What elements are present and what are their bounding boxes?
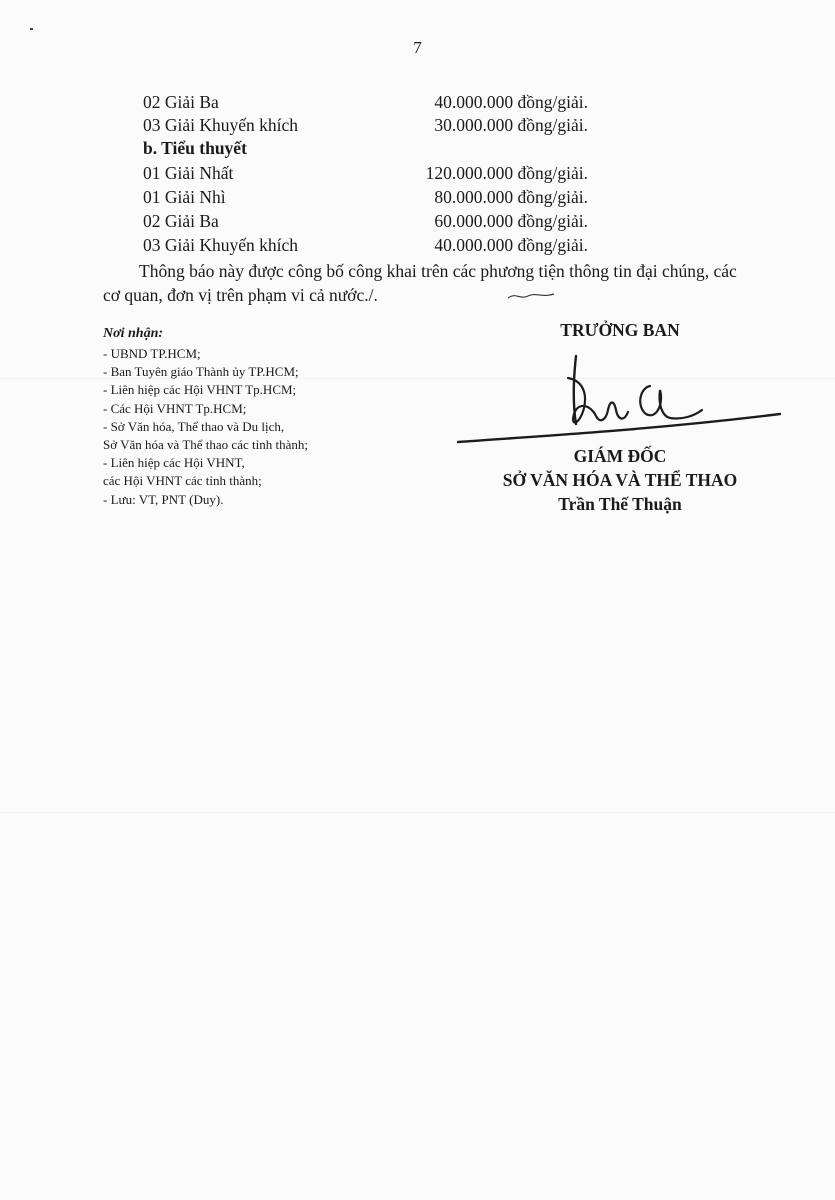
signature-block xyxy=(450,318,790,516)
scan-speck xyxy=(30,28,33,30)
prize-row xyxy=(143,113,623,137)
recipient-item: - Sở Văn hóa, Thể thao và Du lịch, xyxy=(103,418,285,434)
prize-amount: 120.000.000 đồng/giải. xyxy=(425,163,588,183)
prize-name: 02 Giải Ba xyxy=(143,211,219,231)
page-number: 7 xyxy=(413,38,422,57)
handwritten-signature xyxy=(450,344,790,444)
recipient-item: - UBND TP.HCM; xyxy=(103,346,201,361)
signer-role: TRƯỞNG BAN xyxy=(560,320,680,340)
prize-amount: 40.000.000 đồng/giải. xyxy=(434,92,588,112)
prize-amount: 60.000.000 đồng/giải. xyxy=(434,211,588,231)
prize-row xyxy=(143,161,623,185)
prize-amount: 80.000.000 đồng/giải. xyxy=(434,187,588,207)
prize-name: 01 Giải Nhất xyxy=(143,163,234,183)
prize-amount: 30.000.000 đồng/giải. xyxy=(434,115,588,135)
signer-position: GIÁM ĐỐC xyxy=(573,446,667,466)
prize-row xyxy=(143,209,623,233)
signer-organization: SỞ VĂN HÓA VÀ THỂ THAO xyxy=(502,470,738,490)
recipient-item: - Liên hiệp các Hội VHNT, xyxy=(103,455,245,471)
closing-paragraph: Thông báo này được công bố công khai trên các phương tiện thông tin đại chúng, các cơ quan, đơn vị trên phạm vi cả nước./. xyxy=(103,261,737,305)
recipient-item: Sở Văn hóa và Thể thao các tỉnh thành; xyxy=(103,437,308,453)
prize-row xyxy=(143,90,623,114)
prize-row xyxy=(143,185,623,209)
end-flourish-mark xyxy=(506,290,556,302)
recipient-item: - Ban Tuyên giáo Thành ủy TP.HCM; xyxy=(103,364,299,380)
prize-row xyxy=(143,233,623,257)
paper-fold-line xyxy=(0,812,835,813)
recipient-item: các Hội VHNT các tỉnh thành; xyxy=(103,473,262,489)
prize-amount: 40.000.000 đồng/giải. xyxy=(434,235,588,255)
recipients-list xyxy=(103,345,308,509)
recipient-item: - Các Hội VHNT Tp.HCM; xyxy=(103,400,247,416)
prize-name: 01 Giải Nhì xyxy=(143,187,226,207)
prize-name: 03 Giải Khuyến khích xyxy=(143,235,299,255)
recipient-item: - Liên hiệp các Hội VHNT Tp.HCM; xyxy=(103,382,297,398)
recipients-title: Nơi nhận: xyxy=(103,326,164,341)
section-heading: b. Tiểu thuyết xyxy=(143,138,247,158)
signer-name: Trần Thế Thuận xyxy=(558,494,682,514)
prize-name: 02 Giải Ba xyxy=(143,92,219,112)
prize-name: 03 Giải Khuyến khích xyxy=(143,115,299,135)
recipient-item: - Lưu: VT, PNT (Duy). xyxy=(103,491,224,507)
